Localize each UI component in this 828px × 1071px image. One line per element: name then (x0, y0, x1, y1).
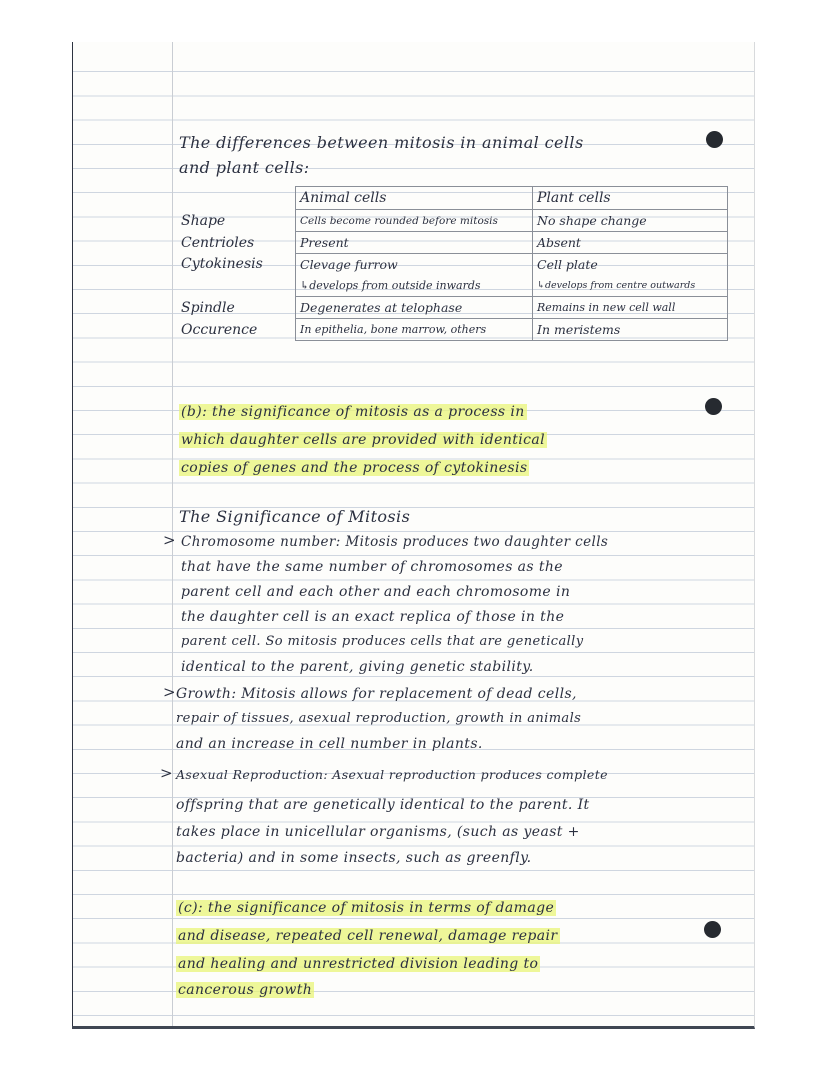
bullet-marker-1: > (163, 531, 176, 549)
plant-cell: In meristems (533, 319, 728, 341)
significance-line-10: Asexual Reproduction: Asexual reproduction produces complete (176, 767, 608, 782)
animal-cell: Present (296, 232, 533, 254)
row-label: Cytokinesis (177, 254, 296, 276)
row-label: Shape (177, 210, 296, 232)
significance-line-5: parent cell. So mitosis produces cells that are genetically (181, 634, 584, 649)
significance-line-13: bacteria) and in some insects, such as greenfly. (176, 850, 532, 866)
section-c-line-3 (176, 954, 540, 974)
punch-hole-1 (706, 131, 723, 148)
highlighted-text: which daughter cells are provided with identical (181, 432, 546, 448)
animal-cell: Clevage furrow (296, 254, 533, 276)
significance-line-1: Chromosome number: Mitosis produces two daughter cells (181, 534, 609, 550)
bullet-marker-2: > (163, 683, 176, 701)
significance-line-4: the daughter cell is an exact replica of those in the (181, 609, 565, 625)
heading-line-1: The differences between mitosis in animal cells (179, 133, 584, 152)
highlighted-text: copies of genes and the process of cytokinesis (181, 460, 528, 476)
heading-line-2: and plant cells: (179, 158, 310, 177)
significance-line-12: takes place in unicellular organisms, (such as yeast + (176, 824, 580, 840)
table-row (177, 275, 728, 297)
section-b-line-1 (179, 402, 527, 422)
table-row (177, 232, 728, 254)
plant-cell: Absent (533, 232, 728, 254)
table-corner (177, 187, 296, 210)
significance-line-6: identical to the parent, giving genetic stability. (181, 659, 534, 675)
punch-hole-3 (704, 921, 721, 938)
animal-cell: Degenerates at telophase (296, 297, 533, 319)
table-row (177, 254, 728, 276)
highlighted-text: cancerous growth (178, 982, 313, 998)
significance-line-8: repair of tissues, asexual reproduction, growth in animals (176, 711, 582, 726)
plant-cell: ↳develops from centre outwards (533, 275, 728, 297)
highlighted-text: (b): the significance of mitosis as a process in (181, 404, 525, 420)
significance-line-2: that have the same number of chromosomes as the (181, 559, 563, 575)
significance-line-9: and an increase in cell number in plants. (176, 736, 483, 752)
animal-cell: ↳develops from outside inwards (296, 275, 533, 297)
section-b-line-3 (179, 458, 529, 478)
column-header-animal: Animal cells (296, 187, 533, 210)
significance-line-11: offspring that are genetically identical to the parent. It (176, 797, 590, 813)
table-row (177, 210, 728, 232)
punch-hole-2 (705, 398, 722, 415)
table-header-row (177, 187, 728, 210)
plant-cell: No shape change (533, 210, 728, 232)
highlighted-text: and healing and unrestricted division leading to (178, 956, 539, 972)
highlighted-text: and disease, repeated cell renewal, damage repair (178, 928, 558, 944)
section-c-line-1 (176, 898, 556, 918)
section-b-line-2 (179, 430, 547, 450)
comparison-table (177, 186, 728, 341)
row-label: Centrioles (177, 232, 296, 254)
row-label: Occurence (177, 319, 296, 341)
plant-cell: Cell plate (533, 254, 728, 276)
row-label (177, 275, 296, 297)
animal-cell: Cells become rounded before mitosis (296, 210, 533, 232)
section-c-line-4 (176, 980, 314, 1000)
table-row (177, 319, 728, 341)
table-row (177, 297, 728, 319)
bullet-marker-3: > (160, 764, 173, 782)
column-header-plant: Plant cells (533, 187, 728, 210)
significance-line-3: parent cell and each other and each chromosome in (181, 584, 571, 600)
highlighted-text: (c): the significance of mitosis in terms of damage (178, 900, 555, 916)
significance-line-7: Growth: Mitosis allows for replacement of dead cells, (176, 686, 577, 702)
section-c-line-2 (176, 926, 560, 946)
row-label: Spindle (177, 297, 296, 319)
plant-cell: Remains in new cell wall (533, 297, 728, 319)
significance-title: The Significance of Mitosis (179, 507, 411, 526)
animal-cell: In epithelia, bone marrow, others (296, 319, 533, 341)
